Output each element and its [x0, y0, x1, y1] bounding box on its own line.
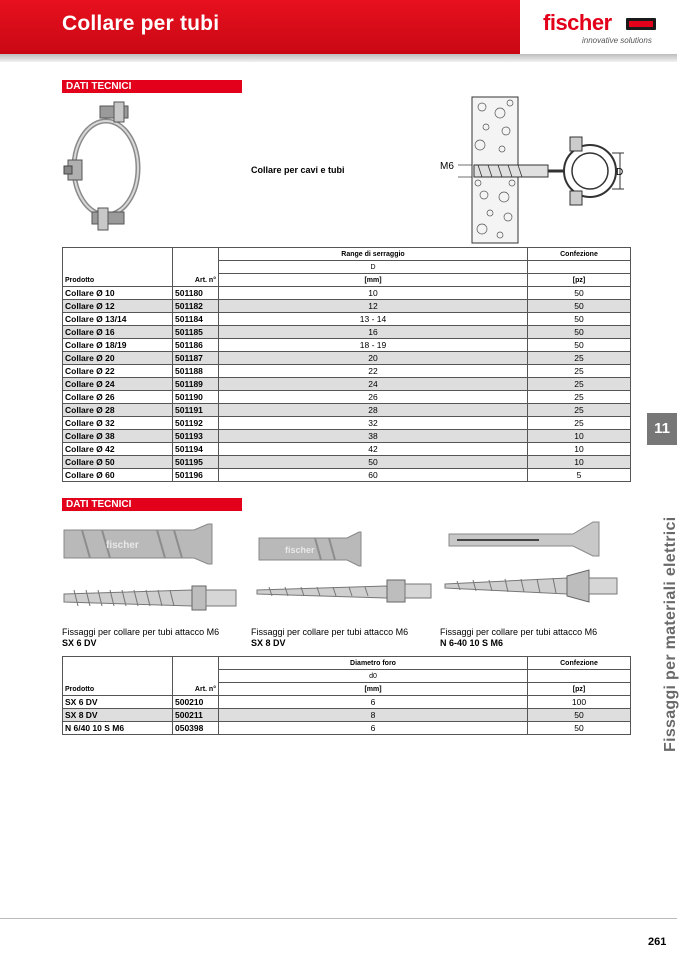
- range-cell: 22: [219, 365, 528, 378]
- range-cell: 16: [219, 326, 528, 339]
- fixings-table: [62, 656, 631, 735]
- pack-cell: 10: [528, 430, 631, 443]
- table-row: [63, 469, 631, 482]
- range-cell: 13 - 14: [219, 313, 528, 326]
- art-number-cell: 500211: [173, 709, 219, 722]
- pack-cell: 25: [528, 391, 631, 404]
- product-name-cell: Collare Ø 26: [63, 391, 173, 404]
- sx6-product-image: [62, 516, 240, 621]
- chapter-tab: 11: [647, 413, 677, 445]
- col-art: Art. n°: [173, 248, 219, 287]
- page-title: Collare per tubi: [62, 12, 220, 35]
- product-name-cell: Collare Ø 42: [63, 443, 173, 456]
- product-name-cell: SX 8 DV: [63, 709, 173, 722]
- range-cell: 50: [219, 456, 528, 469]
- table-row: [63, 696, 631, 709]
- table-row: [63, 391, 631, 404]
- product-name-cell: N 6/40 10 S M6: [63, 722, 173, 735]
- range-cell: 42: [219, 443, 528, 456]
- pack-cell: 50: [528, 313, 631, 326]
- range-cell: 28: [219, 404, 528, 417]
- product-caption: Collare per cavi e tubi: [251, 165, 345, 175]
- pack-cell: 50: [528, 287, 631, 300]
- col-pack: Confezione: [528, 248, 631, 261]
- table-row: [63, 300, 631, 313]
- section-label-1: DATI TECNICI: [62, 80, 242, 93]
- table-row: [63, 365, 631, 378]
- pack-cell: 50: [528, 300, 631, 313]
- logo-mark-icon: [626, 18, 656, 30]
- pack-cell: 25: [528, 404, 631, 417]
- sx8-product-image: [255, 522, 433, 612]
- product-desc: Fissaggi per collare per tubi attacco M6: [440, 627, 598, 637]
- art-number-cell: 501190: [173, 391, 219, 404]
- product-name-cell: Collare Ø 60: [63, 469, 173, 482]
- pipe-clamp-image: [62, 96, 150, 236]
- pack-cell: 10: [528, 456, 631, 469]
- col-product: Prodotto: [63, 248, 173, 287]
- clamp-table: [62, 247, 631, 482]
- product-name: N 6-40 10 S M6: [440, 638, 504, 648]
- art-number-cell: 501188: [173, 365, 219, 378]
- label-d: D: [616, 167, 624, 178]
- table-row: [63, 430, 631, 443]
- product-name-cell: Collare Ø 16: [63, 326, 173, 339]
- table-row: [63, 443, 631, 456]
- range-cell: 10: [219, 287, 528, 300]
- art-number-cell: 501194: [173, 443, 219, 456]
- pack-cell: 50: [528, 709, 631, 722]
- product-name-cell: Collare Ø 28: [63, 404, 173, 417]
- section-label-2: DATI TECNICI: [62, 498, 242, 511]
- pack-cell: 100: [528, 696, 631, 709]
- table-row: [63, 404, 631, 417]
- product-desc: Fissaggi per collare per tubi attacco M6: [62, 627, 220, 637]
- col-pack-unit: [pz]: [528, 274, 631, 287]
- range-cell: 24: [219, 378, 528, 391]
- pack-cell: 50: [528, 722, 631, 735]
- pack-cell: 25: [528, 352, 631, 365]
- product-name-cell: Collare Ø 12: [63, 300, 173, 313]
- col-range-unit: [mm]: [219, 274, 528, 287]
- art-number-cell: 501189: [173, 378, 219, 391]
- installation-diagram: [438, 97, 628, 243]
- table-row: [63, 339, 631, 352]
- plug-brand-2: fischer: [285, 545, 315, 555]
- table-row: [63, 352, 631, 365]
- pack-cell: 25: [528, 365, 631, 378]
- pack-cell: 50: [528, 326, 631, 339]
- col-pack-unit: [pz]: [528, 683, 631, 696]
- art-number-cell: 501185: [173, 326, 219, 339]
- pack-cell: 25: [528, 378, 631, 391]
- art-number-cell: 501187: [173, 352, 219, 365]
- range-cell: 26: [219, 391, 528, 404]
- plug-brand: fischer: [106, 540, 139, 551]
- col-product: Prodotto: [63, 657, 173, 696]
- table-row: [63, 417, 631, 430]
- chapter-title: Fissaggi per materiali elettrici: [662, 516, 679, 752]
- page-number: 261: [648, 936, 667, 948]
- art-number-cell: 501192: [173, 417, 219, 430]
- label-m6: M6: [440, 161, 454, 172]
- product-name-cell: Collare Ø 32: [63, 417, 173, 430]
- product-name-cell: Collare Ø 18/19: [63, 339, 173, 352]
- range-cell: 38: [219, 430, 528, 443]
- range-cell: 32: [219, 417, 528, 430]
- art-number-cell: 501184: [173, 313, 219, 326]
- col-pack: Confezione: [528, 657, 631, 670]
- product-name-cell: Collare Ø 38: [63, 430, 173, 443]
- product-name-cell: Collare Ø 22: [63, 365, 173, 378]
- range-cell: 18 - 19: [219, 339, 528, 352]
- product-desc: Fissaggi per collare per tubi attacco M6: [251, 627, 409, 637]
- art-number-cell: 501191: [173, 404, 219, 417]
- col-art: Art. n°: [173, 657, 219, 696]
- art-number-cell: 500210: [173, 696, 219, 709]
- drill-cell: 8: [219, 709, 528, 722]
- footer-divider: [0, 918, 677, 919]
- product-name: SX 6 DV: [62, 638, 97, 648]
- art-number-cell: 050398: [173, 722, 219, 735]
- col-drill: Diametro foro: [219, 657, 528, 670]
- col-drill-unit: [mm]: [219, 683, 528, 696]
- product-caption-n6: [440, 627, 597, 649]
- art-number-cell: 501182: [173, 300, 219, 313]
- table-row: [63, 287, 631, 300]
- col-range-symbol: D: [219, 261, 528, 274]
- product-caption-sx6: [62, 627, 219, 649]
- pack-cell: 10: [528, 443, 631, 456]
- table-row: [63, 722, 631, 735]
- product-caption-sx8: [251, 627, 408, 649]
- art-number-cell: 501186: [173, 339, 219, 352]
- pack-cell: 25: [528, 417, 631, 430]
- art-number-cell: 501196: [173, 469, 219, 482]
- range-cell: 60: [219, 469, 528, 482]
- table-row: [63, 378, 631, 391]
- product-name: SX 8 DV: [251, 638, 286, 648]
- table-row: [63, 313, 631, 326]
- table-row: [63, 326, 631, 339]
- col-drill-symbol: d0: [219, 670, 528, 683]
- range-cell: 20: [219, 352, 528, 365]
- header-shadow: [0, 54, 677, 62]
- brand-tagline: innovative solutions: [582, 36, 652, 45]
- art-number-cell: 501193: [173, 430, 219, 443]
- product-name-cell: Collare Ø 13/14: [63, 313, 173, 326]
- table-row: [63, 456, 631, 469]
- n6-product-image: [443, 518, 621, 618]
- drill-cell: 6: [219, 722, 528, 735]
- art-number-cell: 501180: [173, 287, 219, 300]
- col-range: Range di serraggio: [219, 248, 528, 261]
- art-number-cell: 501195: [173, 456, 219, 469]
- product-name-cell: SX 6 DV: [63, 696, 173, 709]
- pack-cell: 5: [528, 469, 631, 482]
- product-name-cell: Collare Ø 24: [63, 378, 173, 391]
- product-name-cell: Collare Ø 10: [63, 287, 173, 300]
- product-name-cell: Collare Ø 20: [63, 352, 173, 365]
- pack-cell: 50: [528, 339, 631, 352]
- table-row: [63, 709, 631, 722]
- product-name-cell: Collare Ø 50: [63, 456, 173, 469]
- drill-cell: 6: [219, 696, 528, 709]
- brand-logo: fischer: [543, 10, 612, 35]
- range-cell: 12: [219, 300, 528, 313]
